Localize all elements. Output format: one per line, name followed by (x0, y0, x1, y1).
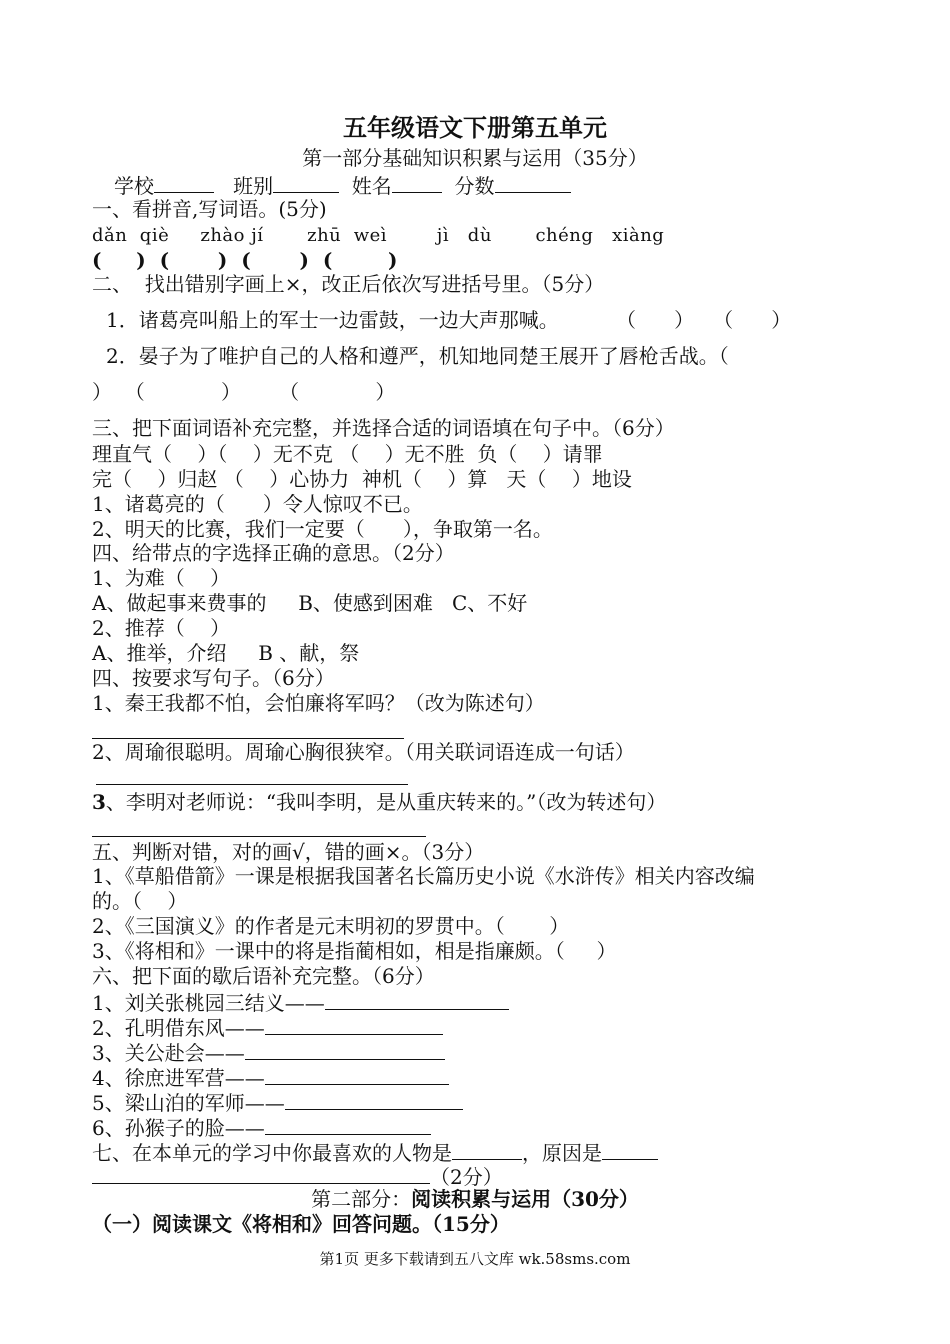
q7-reason-field[interactable] (602, 1139, 658, 1160)
q6-item: 1、刘关张桃园三结义—— (92, 989, 509, 1015)
q2-heading: 二、 找出错别字画上×，改正后依次写进括号里。（5分） (92, 272, 605, 296)
q6-answer-field[interactable] (285, 1089, 463, 1110)
answer-line-1[interactable] (92, 738, 404, 739)
q6-answer-field[interactable] (265, 1064, 449, 1085)
q7-text-b: ，原因是 (522, 1141, 602, 1165)
class-field[interactable] (273, 172, 339, 193)
part1-header: 第一部分基础知识积累与运用（35分） (302, 146, 648, 170)
section-1-heading: （一）阅读课文《将相和》回答问题。（15分） (92, 1212, 510, 1236)
q6-answer-field[interactable] (245, 1039, 445, 1060)
q6-item: 3、关公赴会—— (92, 1039, 445, 1065)
q3-sentence-2: 2、明天的比赛，我们一定要（ ），争取第一名。 (92, 517, 553, 541)
q6-heading: 六、把下面的歇后语补充完整。（6分） (92, 964, 435, 988)
score-label: 分数 (454, 174, 495, 198)
q6-item: 6、孙猴子的脸—— (92, 1114, 431, 1140)
class-label: 班别 (233, 174, 274, 198)
q7-line-2 (92, 1163, 503, 1189)
q5-item-3: 3、《将相和》一课中的将是指蔺相如，相是指廉颇。（ ） (92, 939, 617, 963)
q1-brackets[interactable]: ( ) ( ) ( ) ( ) (92, 248, 398, 272)
q7-character-field[interactable] (452, 1139, 522, 1160)
q6-answer-field[interactable] (265, 1114, 431, 1135)
q1-heading: 一、看拼音,写词语。(5分) (92, 197, 327, 221)
q4a-item-2-options: A、推举，介绍 B 、献，祭 (92, 641, 360, 665)
q3-sentence-1: 1、诸葛亮的（ ）令人惊叹不已。 (92, 492, 423, 516)
q4a-item-1-options: A、做起事来费事的 B、使感到困难 C、不好 (92, 591, 528, 615)
q7-score: （2分） (430, 1165, 503, 1189)
q7-reason-field-2[interactable] (92, 1163, 430, 1184)
name-label: 姓名 (351, 174, 392, 198)
q5-item-1-cont: 的。（ ） (92, 889, 188, 913)
score-field[interactable] (495, 172, 571, 193)
name-field[interactable] (392, 172, 442, 193)
q4b-sentence-3-number: 3 (92, 790, 106, 814)
q5-item-1: 1、《草船借箭》一课是根据我国著名长篇历史小说《水浒传》相关内容改编 (92, 864, 755, 888)
q4b-sentence-2: 2、周瑜很聪明。周瑜心胸很狭窄。（用关联词语连成一句话） (92, 740, 635, 764)
page-title: 五年级语文下册第五单元 (343, 113, 607, 142)
school-label: 学校 (114, 174, 154, 198)
page-footer: 第1页 更多下载请到五八文库 wk.58sms.com (319, 1250, 631, 1268)
q6-item: 4、徐庶进军营—— (92, 1064, 449, 1090)
q4a-item-1: 1、为难（ ） (92, 566, 231, 590)
q2-item-2: 2．晏子为了唯护自己的人格和遵严，机知地同楚王展开了唇枪舌战。（ (106, 344, 729, 368)
q6-item: 2、孔明借东风—— (92, 1014, 443, 1040)
q3-row-1: 理直气（ ）（ ）无不克 （ ）无不胜 负（ ）请罪 (92, 442, 603, 466)
q7-question (92, 1139, 658, 1165)
q3-row-2: 完（ ）归赵 （ ）心协力 神机（ ）算 天（ ）地设 (92, 467, 632, 491)
q2-item-1: 1．诸葛亮叫船上的军士一边雷鼓，一边大声那喊。 （ ） （ ） (106, 308, 792, 332)
answer-line-2[interactable] (96, 784, 408, 785)
school-field[interactable] (154, 172, 214, 193)
q1-pinyin: dǎn qiè zhào jí zhū weì jì dù chéng xiàng (92, 225, 665, 246)
q4b-sentence-3 (92, 790, 666, 814)
q4b-heading: 四、按要求写句子。（6分） (92, 666, 335, 690)
q4b-sentence-1: 1、秦王我都不怕，会怕廉将军吗？（改为陈述句） (92, 691, 545, 715)
q4b-sentence-3-text: 、李明对老师说：“我叫李明，是从重庆转来的。”（改为转述句） (105, 790, 667, 814)
q3-heading: 三、把下面词语补充完整，并选择合适的词语填在句子中。（6分） (92, 416, 675, 440)
q6-item: 5、梁山泊的军师—— (92, 1089, 463, 1115)
q6-answer-field[interactable] (265, 1014, 443, 1035)
info-line (114, 172, 571, 198)
part2-header: 第二部分：阅读积累与运用（30分） (311, 1187, 639, 1211)
answer-line-3[interactable] (92, 836, 426, 837)
q4a-heading: 四、给带点的字选择正确的意思。（2分） (92, 541, 455, 565)
q5-item-2: 2、《三国演义》的作者是元末明初的罗贯中。（ ） (92, 914, 570, 938)
q7-text-a: 七、在本单元的学习中你最喜欢的人物是 (92, 1141, 452, 1165)
q4a-item-2: 2、推荐（ ） (92, 616, 231, 640)
q6-answer-field[interactable] (325, 989, 509, 1010)
q5-heading: 五、判断对错，对的画√，错的画×。（3分） (92, 840, 485, 864)
q2-item-2-brackets[interactable]: ） （ ） （ ） (92, 380, 396, 404)
